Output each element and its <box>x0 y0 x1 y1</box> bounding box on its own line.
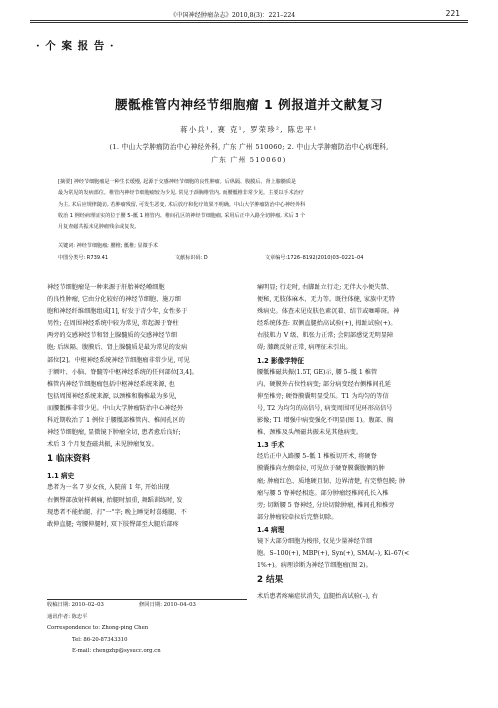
body-text-line: 于额叶、小脑、脊髓等中枢神经系统的任何部位[3,4]。 <box>47 368 198 376</box>
body-text-line: 旁; 切断腰 5 脊神经, 分块切除肿瘤, 椎间孔和椎旁 <box>257 501 395 509</box>
body-text-line: 经后正中入路腰 5–骶 1 椎板切开术, 将硬脊 <box>257 453 377 461</box>
body-text-line: 伸至椎旁; 硬脊膜囊明显受压。T1 为均匀的等信 <box>257 392 389 400</box>
body-text-line: 经系统体查: 双侧直腿抬高试验(+), 拇趾试验(+)。 <box>257 320 397 328</box>
body-text-line: 右侧臀部放射样刺痛, 抬腿时加重, 舞蹈训练时, 发 <box>47 496 183 504</box>
body-text-line: 患者为一名 7 岁女孩, 入院前 1 年, 开始出现 <box>47 484 170 492</box>
body-text-line: 椎管内神经节细胞瘤包括中枢神经系统来源, 也 <box>47 380 175 388</box>
affiliation-line-2: 广东 广州 510060) <box>211 156 287 164</box>
corresponding-author: 通讯作者: 陈忠平 <box>47 613 88 620</box>
journal-citation: 《中国神经肿瘤杂志》2010,8(3)：221–224 <box>170 12 296 19</box>
header-rule-thin <box>30 22 468 23</box>
body-text-line: 部分肿瘤较牵拉后完整切除。 <box>257 513 338 521</box>
body-text-line: 碍; 膝跳反射正常, 病理征未引出。 <box>257 344 352 352</box>
article-number: 文章编号:1726–8192(2010)03–0221–04 <box>265 255 364 261</box>
authors: 蒋小兵¹, 赛 克¹, 罗荣珍², 陈忠平¹ <box>180 125 318 134</box>
section-heading: 1 临床资料 <box>47 454 91 465</box>
body-text-line: 1%+)。病理诊断为神经节细胞瘤(图 2)。 <box>257 562 372 570</box>
body-text-line: 膜囊推向左侧牵拉, 可见位于硬脊膜囊腹侧的肿 <box>257 465 385 473</box>
body-text-line: 现患者不能抬腿、打"一"字; 晚上睡觉时喜蜷腿、不 <box>47 508 187 516</box>
body-text-line: 内、硬膜外占位性病变; 部分病变经右侧椎间孔延 <box>257 380 391 388</box>
revised-date: 修回日期: 2010–04–03 <box>139 602 196 608</box>
body-text-line: 瘤; 肿瘤红色、质地硬且韧、边界清楚, 有完整包膜; 肿 <box>257 477 406 485</box>
body-text-line: 神经节细胞瘤, 显微镜下肿瘤全切, 患者愈后良好; <box>47 429 181 437</box>
section-tag: · 个 案 报 告 · <box>36 40 115 52</box>
body-text-line: 椎、颈椎及头颅磁共振未见其他病变。 <box>257 429 363 437</box>
received-info <box>47 599 247 658</box>
body-text-line: 敢伸直腿; 弯腰伸腿时, 双下肢臀部至大腿后部疼 <box>47 520 179 528</box>
abstract-line: [摘要] 神经节细胞瘤是一种生长缓慢, 起源于交感神经节细胞的良性肿瘤。后纵隔、腹膜后、肾上腺髓质是 <box>58 179 297 185</box>
body-text-line: 而腰骶椎非常少见。中山大学肿瘤防治中心神经外 <box>47 404 184 412</box>
body-text-line: 胞和神经纤维细胞组成[1], 好发于青少年, 女性多于 <box>47 308 188 316</box>
clc-number: 中图分类号: R739.41 <box>58 255 109 261</box>
affiliation-line-1: (1. 中山大学肿瘤防治中心神经外科, 广东 广州 510060; 2. 中山大学肿瘤防治中心病理科, <box>109 143 389 151</box>
body-text-line: 镜下大部分细胞为梭形, 仅见少量神经节细 <box>257 537 373 545</box>
body-text-line: 胞。S–100(+), MBP(+), Syn(+), SMA(–), Ki–67(< <box>257 550 410 558</box>
email: E-mail: chengzhp@sysucc.org.cn <box>72 648 161 654</box>
body-text-line: 号, T2 为均匀的高信号, 病变周围可见环形高信号 <box>257 404 393 412</box>
correspondence-to: Correspondence to: Zhong-ping Chen <box>47 625 149 631</box>
body-text-line: 腰骶椎磁共振(1.5T, GE)示, 腰 5–骶 1 椎管 <box>257 368 378 376</box>
body-text-line: 术后患者疼痛症状消失, 直腿抬高试验(–), 右 <box>257 593 378 601</box>
body-text-line: 痛明显; 行走时, 右脚趾立行走; 无伴大小便失禁、 <box>257 284 393 291</box>
body-text-line: 的良性肿瘤, 它由分化较好的神经节细胞、施万细 <box>47 296 181 304</box>
abstract-line: 月复查磁共振未见肿瘤残余或复发。 <box>58 224 140 231</box>
abstract-line: 最为常见的发病部位。椎管内神经节细胞瘤较为少见, 常见于颈胸椎管内, 而腰骶椎非常少见。主要以手术治疗 <box>58 190 304 197</box>
body-text-line: 胞; 后纵隔、腹膜后、肾上腺髓质是最为常见的发病 <box>47 344 188 352</box>
received-date: 收稿日期: 2010–02–03 <box>47 602 104 608</box>
body-text-line: 殊病史。体查未见皮肤色素沉着、结节或咖啡斑。神 <box>257 308 400 316</box>
body-text-line: 包括周围神经系统来源, 以颈椎和胸椎最为多见, <box>47 392 177 400</box>
body-column-left <box>47 282 252 531</box>
abstract-line: 收治 1 例经病理证实的位于腰 5–骶 1 椎管内、椎间孔区的神经节细胞瘤, 采用后正中入路全切肿瘤, 术后 3 个 <box>58 212 306 219</box>
header-rule <box>30 20 468 21</box>
body-column-right <box>257 282 462 603</box>
body-text-line: 便秘, 无肢体麻木、无力等。既往体健, 家族中无特 <box>257 296 395 304</box>
section-heading: 2 结果 <box>257 575 284 586</box>
body-text-line: 瘤与腰 5 脊神经相连。部分肿瘤经椎间孔长入椎 <box>257 489 389 497</box>
document-code: 文献标识码: D <box>175 255 208 261</box>
body-text-line: 右肢肌力 V 级、肌张力正常; 会阴部感觉无明显障 <box>257 332 394 340</box>
telephone: Tel: 86-20-87343310 <box>72 636 128 643</box>
body-text-line: 影像; T1 增强中病变强化不明显(图 1)。腹部、胸 <box>257 417 394 425</box>
keywords: 关键词: 神经节细胞瘤; 腰椎; 骶椎; 显微手术 <box>58 243 158 249</box>
abstract <box>58 177 442 233</box>
body-text-line: 男性; 在周围神经系统中较为常见, 常起源于脊柱 <box>47 320 179 328</box>
body-text-line: 两旁的交感神经节和肾上腺髓质的交感神经节细 <box>47 332 177 340</box>
body-text-line: 术后 3 个月复查磁共振, 未见肿瘤复发。 <box>47 441 158 449</box>
body-text-line: 神经节细胞瘤是一种来源于肝胎神经嵴细胞 <box>47 284 165 291</box>
subsection-heading: 1.3 手术 <box>257 441 285 450</box>
body-text-line: 部位[2]。中枢神经系统神经节细胞瘤非常少见, 可见 <box>47 356 190 364</box>
article-title: 腰骶椎管内神经节细胞瘤 1 例报道并文献复习 <box>114 97 384 112</box>
subsection-heading: 1.1 病史 <box>47 472 75 481</box>
abstract-line: 为主, 术后应规律随访, 若肿瘤残留, 可发生恶变, 术后放疗和化疗效果不明确。中山大学肿瘤防治中心神经外科 <box>58 201 306 208</box>
subsection-heading: 1.2 影像学特征 <box>257 356 304 365</box>
page-number: 221 <box>445 9 460 18</box>
body-text-line: 科近期收治了 1 例位于腰骶部椎管内、椎间孔区的 <box>47 417 185 425</box>
subsection-heading: 1.4 病理 <box>257 525 285 534</box>
